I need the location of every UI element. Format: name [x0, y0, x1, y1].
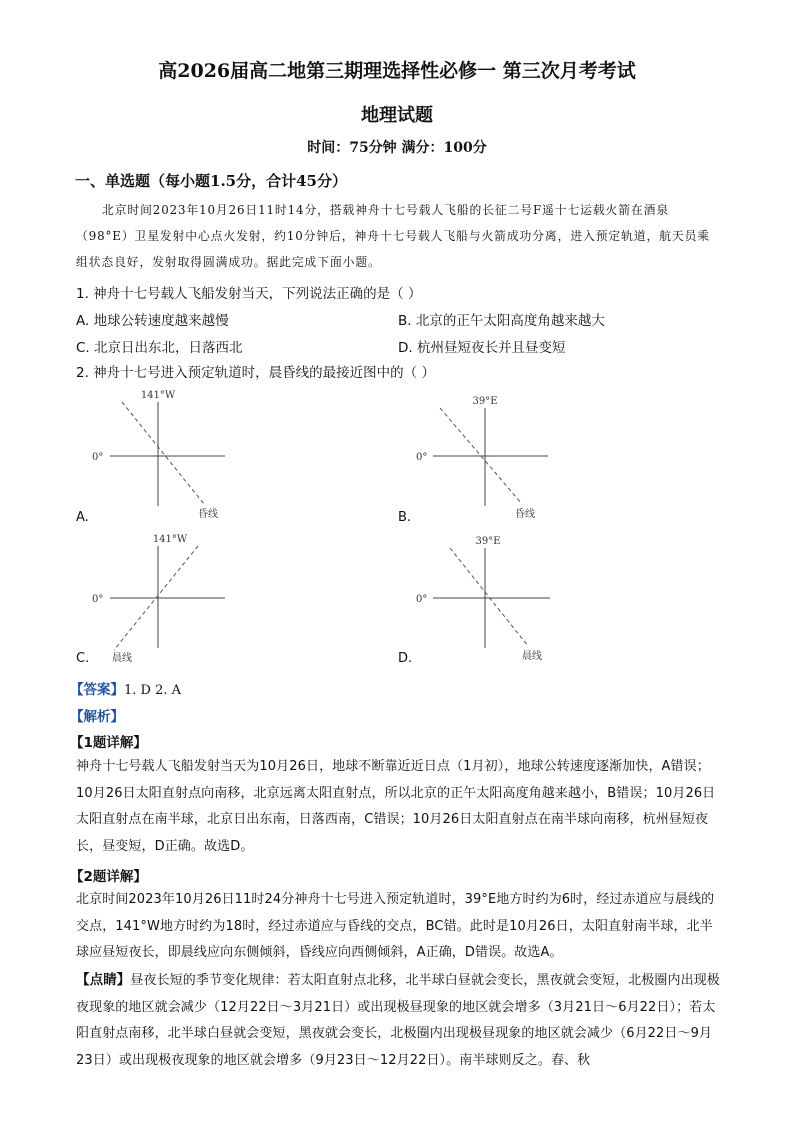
analysis-tag: 【解析】	[70, 709, 124, 725]
figure-a-equator-label: 0°	[92, 452, 104, 463]
answer-line	[70, 678, 181, 698]
figure-b	[400, 386, 580, 526]
answer-tag: 【答案】	[70, 682, 124, 698]
point-text: 昼夜长短的季节变化规律：若太阳直射点北移，北半球白昼就会变长，黑夜就会变短，北极圈内出现极夜现象的地区就会减少（12月22日～3月21日）或出现极昼现象的地区就会增多（3月21日～6月22日）；若太阳直射点南移，北半球白昼就会变短，黑夜就会变长，北极圈内出现极昼现象的地区就会减少（6月22日～9月23日）或出现极夜现象的地区就会增多（9月23日～12月22日）。南半球则反之。春、秋	[76, 973, 720, 1068]
section-heading: 一、单选题（每小题1.5分，合计45分）	[75, 172, 347, 190]
figure-d-letter: D.	[398, 651, 413, 666]
detail-1-tag: 【1题详解】	[70, 735, 147, 751]
detail-1-text: 神舟十七号载人飞船发射当天为10月26日，地球不断靠近近日点（1月初），地球公转速度逐渐加快，A错误；10月26日太阳直射点向南移，北京远离太阳直射点，所以北京的正午太阳高度角越来越小，B错误；10月26日太阳直射点在南半球，北京日出东南，日落西南，C错误；10月26日太阳直射点在南半球向南移，杭州昼短夜长，昼变短，D正确。故选D。	[76, 759, 716, 854]
figure-b-letter: B.	[398, 510, 412, 525]
figure-a-letter: A.	[76, 510, 89, 525]
figure-b-equator-label: 0°	[416, 452, 428, 463]
subject-title: 地理试题	[361, 105, 433, 126]
question-1-option-a: A. 地球公转速度越来越慢	[76, 313, 229, 329]
figure-d-equator-label: 0°	[416, 594, 428, 605]
figure-d	[400, 528, 580, 668]
reading-passage: 北京时间2023年10月26日11时14分，搭载神舟十七号载人飞船的长征二号F遥十七运载火箭在酒泉（98°E）卫星发射中心点火发射，约10分钟后，神舟十七号载人飞船与火箭成功分离，进入预定轨道，航天员乘组状态良好，发射取得圆满成功。据此完成下面小题。	[76, 203, 710, 269]
figure-d-terminator-line	[450, 548, 528, 646]
point-tag: 【点睛】	[76, 972, 131, 988]
question-1-option-c: C. 北京日出东北，日落西北	[76, 340, 243, 356]
figure-b-meridian-label: 39°E	[472, 396, 498, 407]
question-1-option-d: D. 杭州昼短夜长并且昼变短	[398, 340, 566, 356]
figure-c-letter: C.	[76, 651, 90, 666]
question-1-option-b: B. 北京的正午太阳高度角越来越大	[398, 313, 605, 329]
question-1-stem: 1. 神舟十七号载人飞船发射当天，下列说法正确的是（ ）	[76, 286, 422, 302]
exam-meta: 时间：75分钟 满分：100分	[307, 140, 487, 156]
figure-d-line-label: 晨线	[522, 651, 542, 662]
figure-c-line-label: 晨线	[112, 653, 132, 664]
figure-a-terminator-line	[122, 402, 204, 504]
detail-2-text: 北京时间2023年10月26日11时24分神舟十七号进入预定轨道时，39°E地方时约为6时，经过赤道应与晨线的交点，141°W地方时约为18时，经过赤道应与昏线的交点，BC错。此时是10月26日，太阳直射南半球，北半球应昼短夜长，即晨线应向东侧倾斜，昏线应向西侧倾斜，A正确，D错误。故选A。	[76, 892, 715, 961]
figure-c	[70, 528, 250, 668]
figure-a-meridian-label: 141°W	[140, 390, 176, 401]
exam-title: 高2026届高二地第三期理选择性必修一 第三次月考考试	[158, 60, 636, 82]
answer-value: 1. D 2. A	[124, 683, 182, 698]
question-2-stem: 2. 神舟十七号进入预定轨道时，晨昏线的最接近图中的（ ）	[76, 365, 435, 381]
figure-b-line-label: 昏线	[515, 509, 535, 520]
point-paragraph	[76, 967, 720, 1074]
figure-c-equator-label: 0°	[92, 594, 104, 605]
figure-a	[70, 386, 250, 526]
figure-c-meridian-label: 141°W	[152, 534, 188, 545]
figure-a-line-label: 昏线	[198, 509, 218, 520]
figure-d-meridian-label: 39°E	[475, 536, 501, 547]
detail-2-tag: 【2题详解】	[70, 869, 147, 885]
